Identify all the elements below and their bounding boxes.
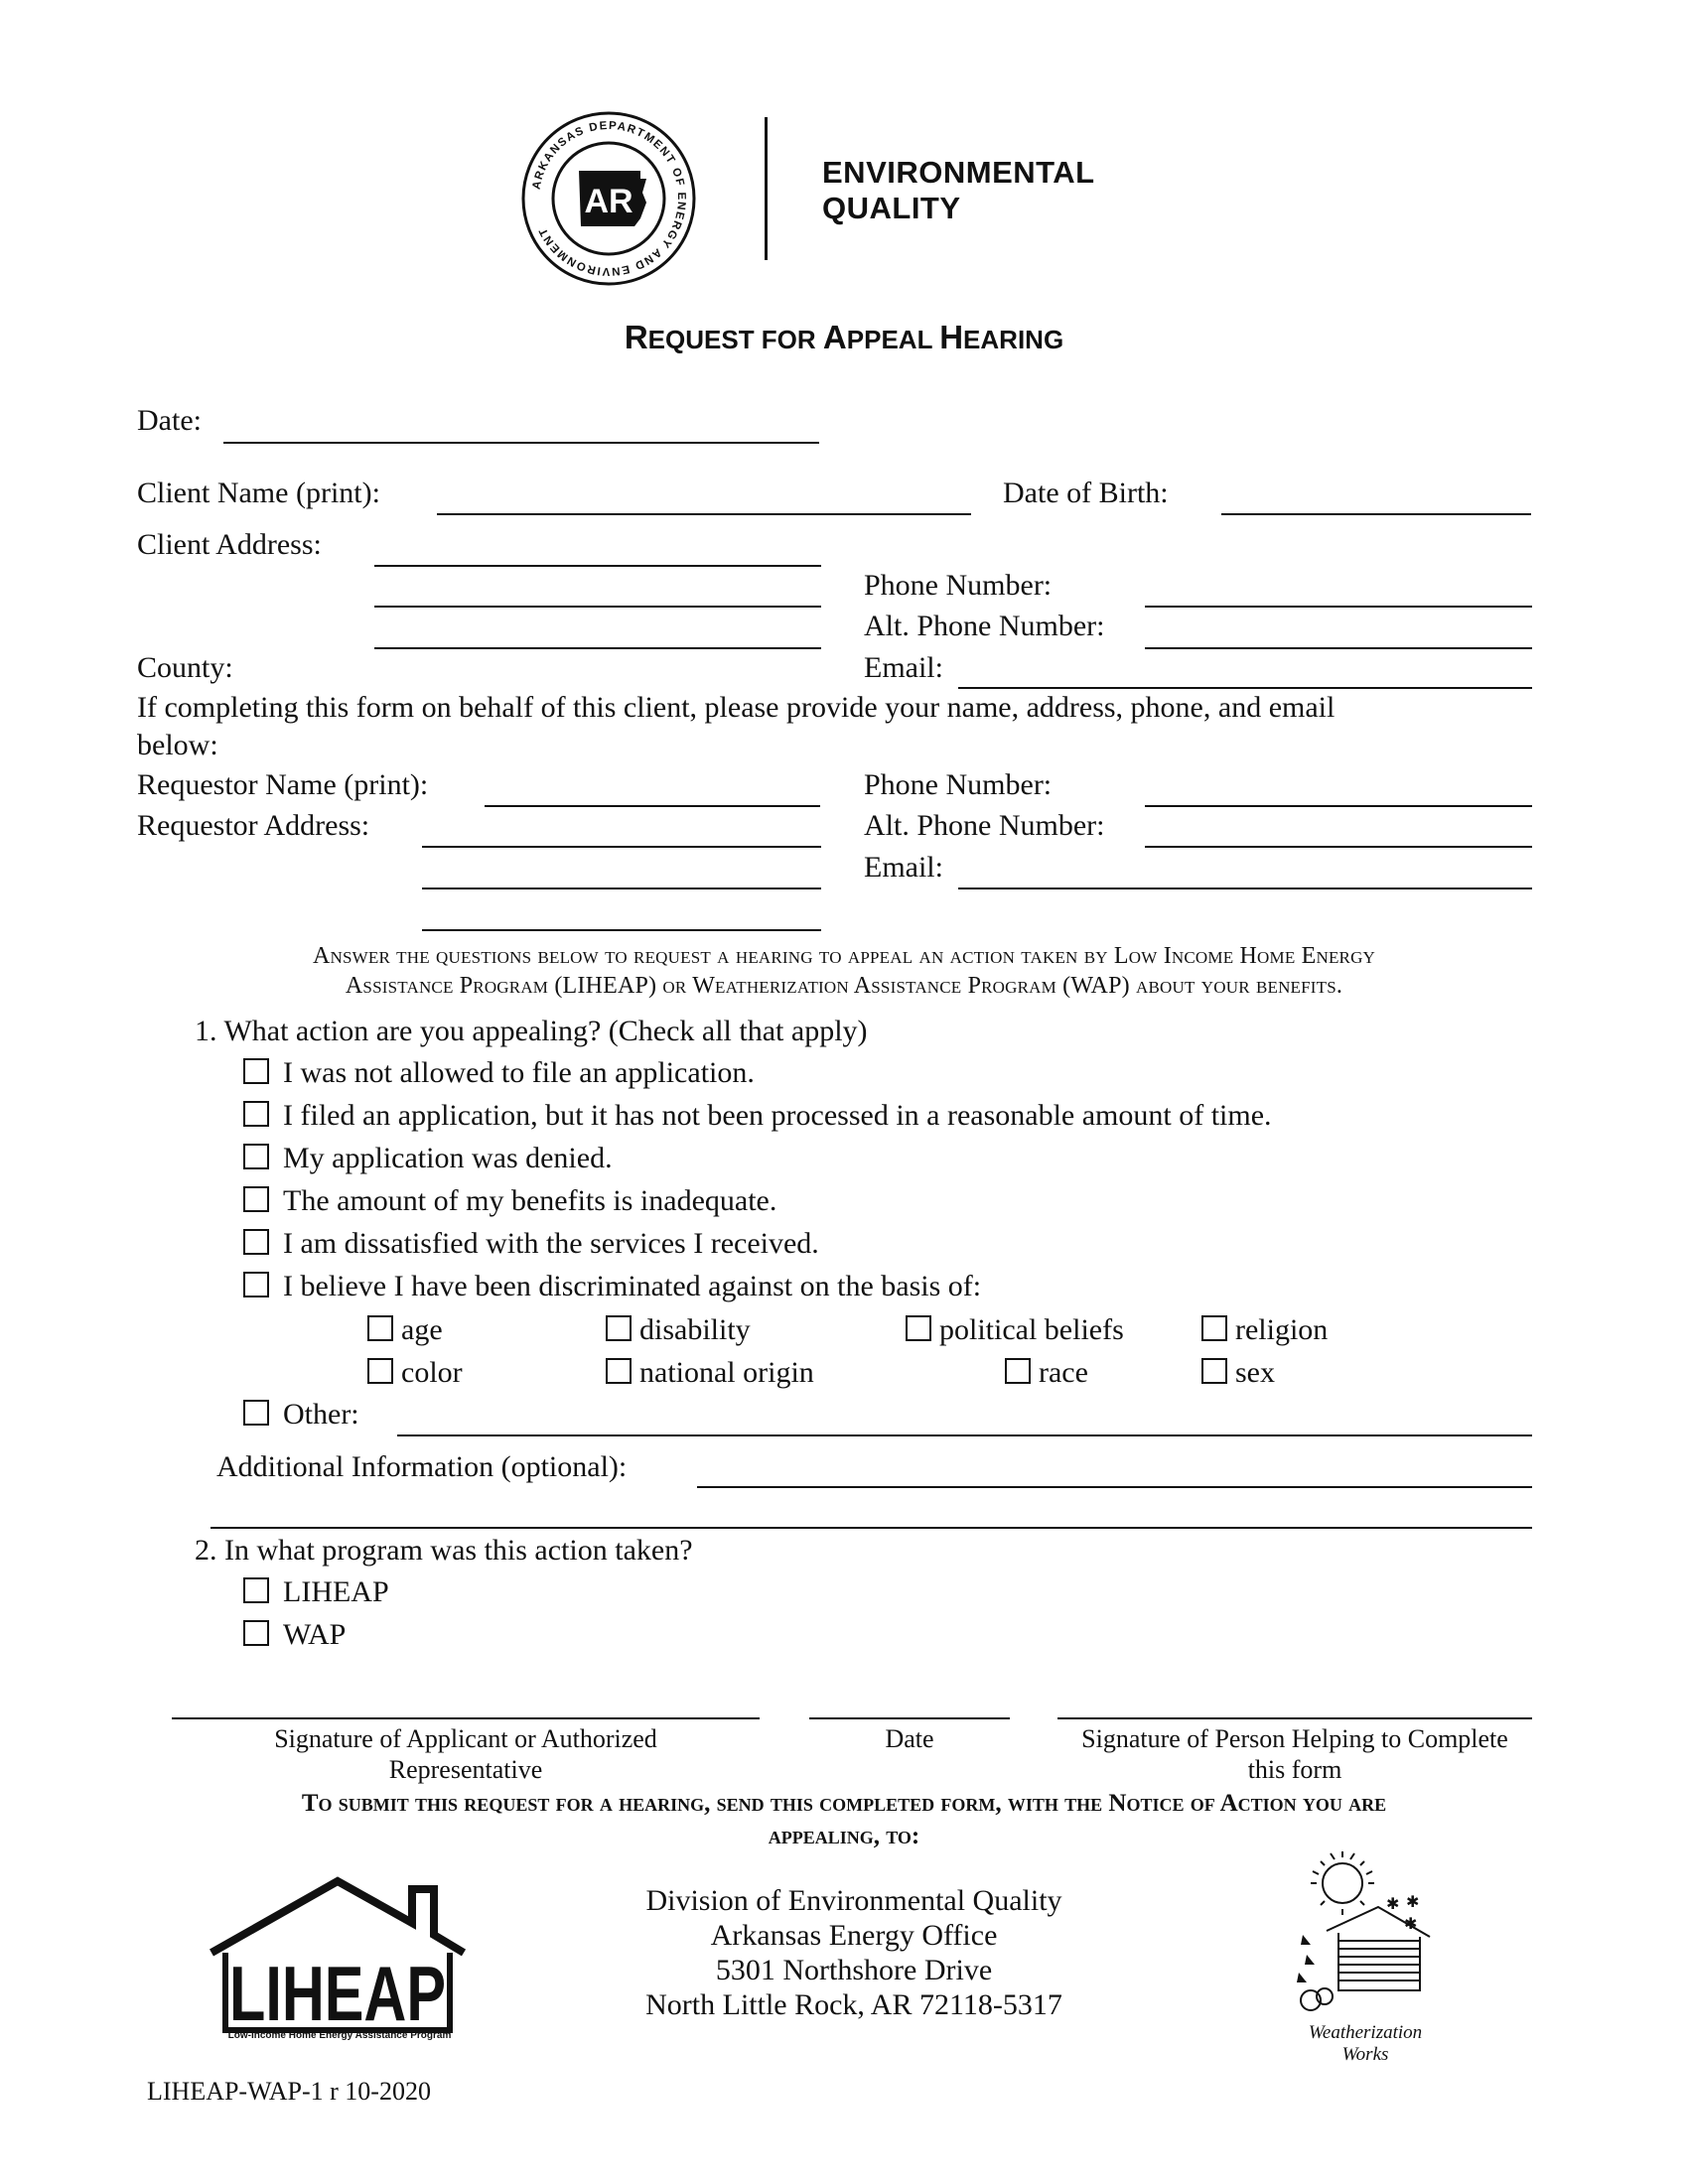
date-label: Date:: [137, 404, 202, 437]
svg-text:✱: ✱: [1386, 1894, 1400, 1913]
alt-phone-field[interactable]: [1145, 647, 1532, 649]
checkbox[interactable]: [606, 1358, 632, 1384]
helper-signature-line[interactable]: [1057, 1717, 1532, 1719]
liheap-logo: LIHEAP Low-Income Home Energy Assistance Program: [204, 1871, 472, 2048]
agency-seal: [519, 109, 698, 288]
client-address-line-1[interactable]: [374, 565, 821, 567]
phone-field[interactable]: [1145, 606, 1532, 608]
email-label: Email:: [864, 651, 943, 684]
date-caption: Date: [885, 1724, 934, 1753]
checkbox[interactable]: [243, 1400, 269, 1426]
basis-political-beliefs[interactable]: political beliefs: [906, 1313, 1124, 1347]
form-id: LIHEAP-WAP-1 r 10-2020: [147, 2077, 431, 2106]
basis-race[interactable]: race: [1005, 1356, 1088, 1390]
email-field[interactable]: [958, 687, 1532, 689]
q1-option-4[interactable]: The amount of my benefits is inadequate.: [243, 1184, 776, 1218]
alt-phone-label: Alt. Phone Number:: [864, 610, 1105, 642]
client-address-label: Client Address:: [137, 528, 322, 561]
checkbox[interactable]: [367, 1358, 393, 1384]
req-email-label: Email:: [864, 851, 943, 884]
checkbox[interactable]: [243, 1229, 269, 1255]
checkbox[interactable]: [243, 1577, 269, 1603]
svg-text:LIHEAP: LIHEAP: [229, 1950, 446, 2037]
svg-text:ARKANSAS DEPARTMENT OF ENERGY: ARKANSAS DEPARTMENT OF ENERGY AND ENVIRONMENT: [530, 119, 688, 278]
basis-sex[interactable]: sex: [1201, 1356, 1275, 1390]
q1-option-6[interactable]: I believe I have been discriminated against on the basis of:: [243, 1270, 981, 1303]
basis-color[interactable]: color: [367, 1356, 463, 1390]
q1-option-other[interactable]: Other:: [243, 1398, 359, 1432]
dob-field[interactable]: [1221, 513, 1531, 515]
svg-text:✱: ✱: [1404, 1914, 1418, 1933]
sun-icon: [1311, 1851, 1374, 1915]
agency-name: ENVIRONMENTAL QUALITY: [822, 155, 1095, 225]
rain-icon: [1297, 1935, 1333, 2010]
req-email-field[interactable]: [958, 887, 1532, 889]
req-phone-label: Phone Number:: [864, 768, 1053, 801]
applicant-signature-caption: Signature of Applicant or Authorized Representative: [274, 1724, 657, 1784]
q1-option-5[interactable]: I am dissatisfied with the services I received.: [243, 1227, 819, 1261]
q1-option-2[interactable]: I filed an application, but it has not been processed in a reasonable amount of time.: [243, 1099, 1272, 1133]
checkbox[interactable]: [1201, 1315, 1227, 1341]
question-1: 1. What action are you appealing? (Check all that apply): [195, 1015, 868, 1047]
page-title: REQUEST FOR APPEAL HEARING: [624, 319, 1064, 355]
checkbox[interactable]: [906, 1315, 931, 1341]
phone-label: Phone Number:: [864, 569, 1053, 602]
submit-instructions: To submit this request for a hearing, send this completed form, with the Notice of Action you are appealing, to:: [301, 1790, 1387, 1849]
checkbox[interactable]: [243, 1058, 269, 1084]
behalf-note: If completing this form on behalf of this client, please provide your name, address, phone, and email: [137, 691, 1336, 724]
checkbox[interactable]: [243, 1144, 269, 1169]
q2-option-liheap[interactable]: LIHEAP: [243, 1575, 389, 1609]
basis-disability[interactable]: disability: [606, 1313, 751, 1347]
requestor-address-line-3[interactable]: [422, 929, 821, 931]
date-field[interactable]: [223, 442, 819, 444]
checkbox[interactable]: [243, 1620, 269, 1646]
helper-signature-caption: Signature of Person Helping to Complete this form: [1081, 1724, 1508, 1784]
req-phone-field[interactable]: [1145, 805, 1532, 807]
checkbox[interactable]: [1201, 1358, 1227, 1384]
requestor-name-field[interactable]: [485, 805, 820, 807]
signature-date-line[interactable]: [809, 1717, 1010, 1719]
requestor-address-line-2[interactable]: [422, 887, 821, 889]
header-divider: [765, 117, 768, 260]
req-alt-phone-label: Alt. Phone Number:: [864, 809, 1105, 842]
svg-text:AR: AR: [584, 183, 633, 220]
svg-text:✱: ✱: [1406, 1892, 1420, 1911]
q1-option-3[interactable]: My application was denied.: [243, 1142, 613, 1175]
requestor-address-line-1[interactable]: [422, 846, 821, 848]
additional-info-label: Additional Information (optional):: [216, 1450, 628, 1483]
q2-option-wap[interactable]: WAP: [243, 1618, 346, 1652]
mailing-address: Division of Environmental Quality Arkansas Energy Office 5301 Northshore Drive North Little Rock, AR 72118-5317: [645, 1884, 1062, 2021]
other-field[interactable]: [397, 1434, 1532, 1436]
checkbox[interactable]: [243, 1272, 269, 1297]
checkbox[interactable]: [243, 1101, 269, 1127]
checkbox[interactable]: [367, 1315, 393, 1341]
dob-label: Date of Birth:: [1003, 477, 1169, 509]
client-name-label: Client Name (print):: [137, 477, 380, 509]
additional-info-line-2[interactable]: [211, 1527, 1532, 1529]
req-alt-phone-field[interactable]: [1145, 846, 1532, 848]
weatherization-works-logo: ✱ ✱ ✱ Weatherization Works: [1281, 1842, 1450, 2070]
client-address-line-3[interactable]: [374, 647, 821, 649]
behalf-note-cont: below:: [137, 729, 218, 761]
question-2: 2. In what program was this action taken?: [195, 1534, 693, 1567]
basis-national-origin[interactable]: national origin: [606, 1356, 814, 1390]
q1-option-1[interactable]: I was not allowed to file an application.: [243, 1056, 755, 1090]
county-label: County:: [137, 651, 233, 684]
checkbox[interactable]: [606, 1315, 632, 1341]
client-address-line-2[interactable]: [374, 606, 821, 608]
applicant-signature-line[interactable]: [172, 1717, 760, 1719]
checkbox[interactable]: [243, 1186, 269, 1212]
basis-age[interactable]: age: [367, 1313, 443, 1347]
checkbox[interactable]: [1005, 1358, 1031, 1384]
additional-info-line-1[interactable]: [697, 1486, 1532, 1488]
instructions: Answer the questions below to request a hearing to appeal an action taken by Low Income Home Energy Assistance Program (LIHEAP) or Weatherization Assistance Program (WAP) about your benefits.: [312, 943, 1376, 999]
requestor-address-label: Requestor Address:: [137, 809, 370, 842]
requestor-name-label: Requestor Name (print):: [137, 768, 429, 801]
client-name-field[interactable]: [437, 513, 971, 515]
basis-religion[interactable]: religion: [1201, 1313, 1328, 1347]
